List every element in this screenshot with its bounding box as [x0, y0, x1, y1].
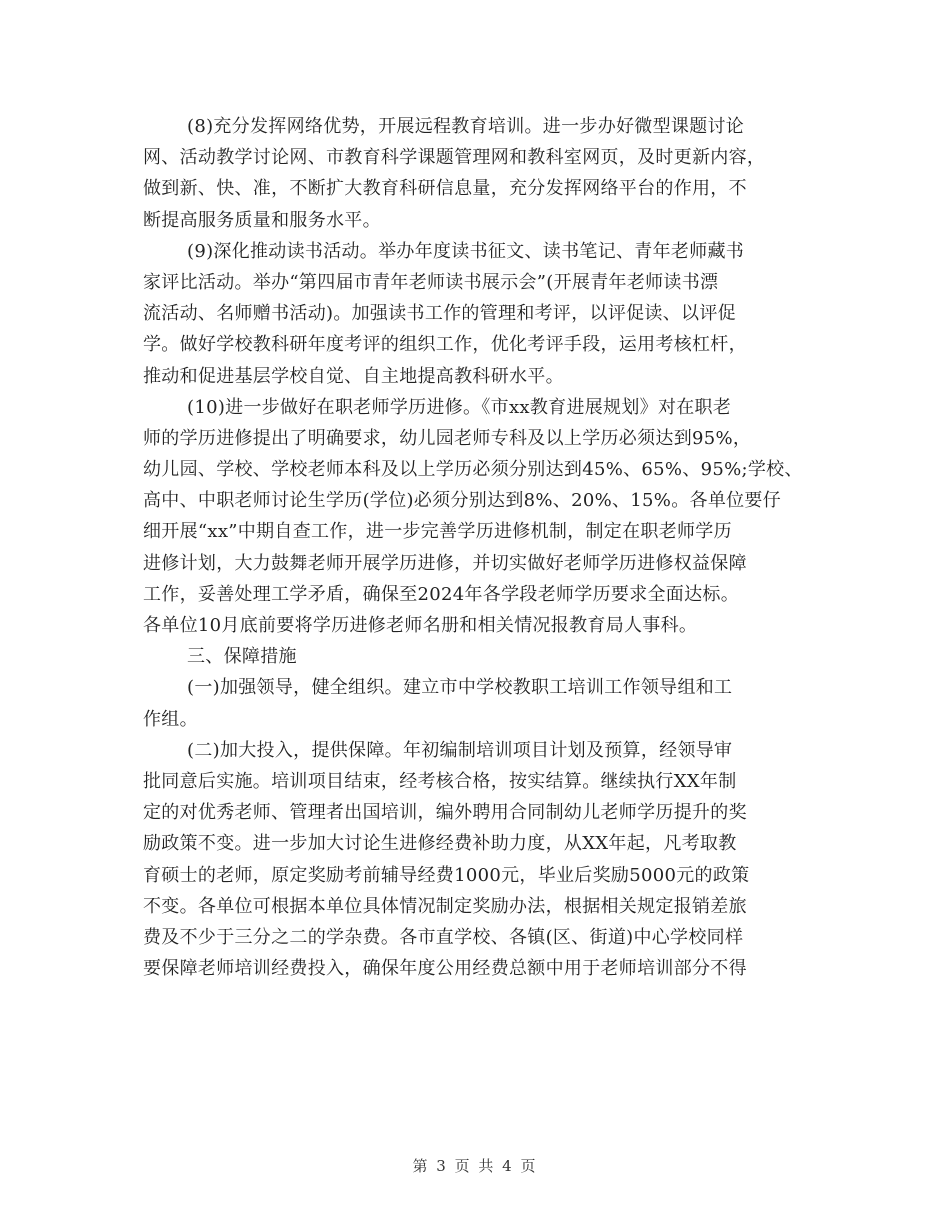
text-line: 高中、中职老师讨论生学历(学位)必须分别达到8%、20%、15%。各单位要仔 — [143, 490, 782, 512]
text-line: 流活动、名师赠书活动)。加强读书工作的管理和考评，以评促读、以评促 — [143, 303, 736, 325]
text-line: 要保障老师培训经费投入，确保年度公用经费总额中用于老师培训部分不得 — [143, 958, 747, 980]
text-line: (10)进一步做好在职老师学历进修。《市xx教育进展规划》对在职老 — [187, 396, 732, 418]
text-line: 作组。 — [143, 708, 198, 730]
section-heading: 三、保障措施 — [187, 646, 297, 668]
text-line: (8)充分发挥网络优势，开展远程教育培训。进一步办好微型课题讨论 — [187, 116, 745, 137]
text-line: 定的对优秀老师、管理者出国培训，编外聘用合同制幼儿老师学历提升的奖 — [143, 802, 747, 824]
text-line: 幼儿园、学校、学校老师本科及以上学历必须分别达到45%、65%、95%;学校、 — [143, 459, 803, 481]
text-line: 进修计划，大力鼓舞老师开展学历进修，并切实做好老师学历进修权益保障 — [143, 552, 747, 574]
text-line: 推动和促进基层学校自觉、自主地提高教科研水平。 — [143, 365, 564, 387]
section-heading-3 — [143, 641, 823, 672]
text-line: (二)加大投入，提供保障。年初编制培训项目计划及预算，经领导审 — [187, 739, 733, 761]
page-number-footer: 第 3 页 共 4 页 — [412, 1157, 538, 1175]
paragraph-9 — [143, 236, 823, 392]
paragraph-8 — [143, 111, 823, 236]
text-line: (一)加强领导，健全组织。建立市中学校教职工培训工作领导组和工 — [187, 677, 733, 699]
text-line: 师的学历进修提出了明确要求，幼儿园老师专科及以上学历必须达到95%， — [143, 427, 752, 449]
measure-paragraph-1 — [143, 672, 823, 734]
measure-paragraph-2 — [143, 735, 823, 985]
paragraph-10 — [143, 392, 823, 642]
text-line: 做到新、快、准，不断扩大教育科研信息量，充分发挥网络平台的作用，不 — [143, 178, 747, 200]
text-line: 费及不少于三分之二的学杂费。各市直学校、各镇(区、街道)中心学校同样 — [143, 926, 744, 948]
text-line: 不变。各单位可根据本单位具体情况制定奖励办法，根据相关规定报销差旅 — [143, 895, 747, 917]
document-body — [143, 111, 823, 984]
text-line: 批同意后实施。培训项目结束，经考核合格，按实结算。继续执行XX年制 — [143, 770, 737, 792]
text-line: 学。做好学校教科研年度考评的组织工作，优化考评手段，运用考核杠杆， — [143, 334, 747, 356]
text-line: (9)深化推动读书活动。举办年度读书征文、读书笔记、青年老师藏书 — [187, 240, 745, 262]
text-line: 育硕士的老师，原定奖励考前辅导经费1000元，毕业后奖励5000元的政策 — [143, 864, 750, 886]
text-line: 工作，妥善处理工学矛盾，确保至2024年各学段老师学历要求全面达标。 — [143, 583, 740, 605]
text-line: 断提高服务质量和服务水平。 — [143, 209, 381, 231]
text-line: 各单位10月底前要将学历进修老师名册和相关情况报教育局人事科。 — [143, 615, 698, 636]
text-line: 网、活动教学讨论网、市教育科学课题管理网和教科室网页，及时更新内容， — [143, 147, 766, 169]
text-line: 励政策不变。进一步加大讨论生进修经费补助力度，从XX年起，凡考取教 — [143, 833, 737, 855]
text-line: 细开展“xx”中期自查工作，进一步完善学历进修机制，制定在职老师学历 — [143, 521, 732, 543]
text-line: 家评比活动。举办“第四届市青年老师读书展示会”(开展青年老师读书漂 — [143, 271, 719, 293]
